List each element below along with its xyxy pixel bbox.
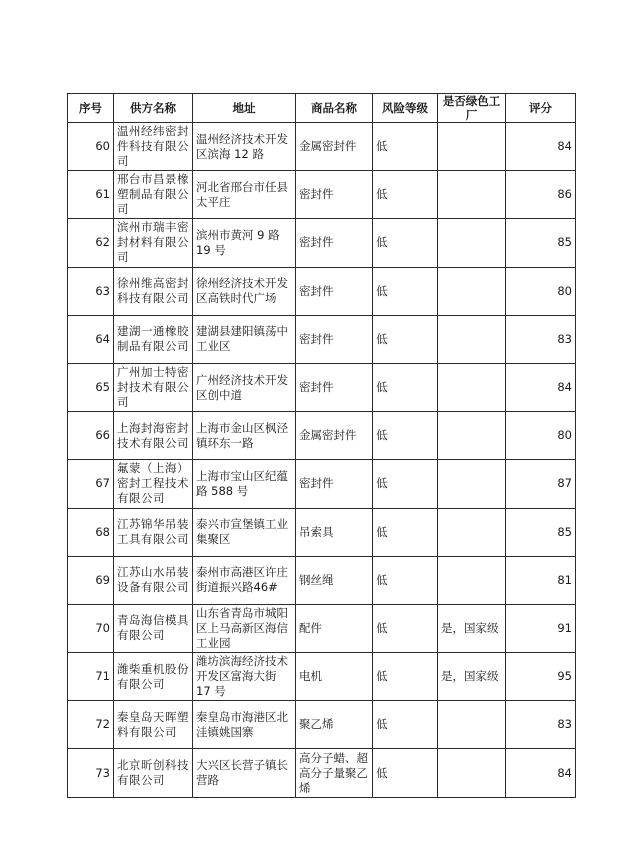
table-row [68,267,576,315]
score-cell: 86 [506,171,576,219]
supplier-name: 青岛海信模具有限公司 [114,604,193,652]
header-score: 评分 [506,94,576,123]
table-row [68,556,576,604]
address-cell: 建湖县建阳镇荡中工业区 [193,315,296,363]
product-name: 密封件 [296,219,373,267]
address-cell: 大兴区长营子镇长营路 [193,749,296,797]
table-row [68,604,576,652]
product-name: 电机 [296,653,373,701]
row-number: 62 [68,219,114,267]
product-name: 金属密封件 [296,412,373,460]
address-cell: 泰州市高港区许庄街道振兴路46# [193,556,296,604]
green-factory [438,363,506,411]
table-row [68,171,576,219]
header-no: 序号 [68,94,114,123]
table-row [68,460,576,508]
risk-level: 低 [373,460,438,508]
header-risk: 风险等级 [373,94,438,123]
row-number: 60 [68,123,114,171]
table-row [68,653,576,701]
score-cell: 83 [506,315,576,363]
score-cell: 91 [506,604,576,652]
green-factory [438,267,506,315]
table-header [68,94,576,123]
score-cell: 95 [506,653,576,701]
supplier-name: 秦皇岛天晖塑料有限公司 [114,701,193,749]
supplier-name: 徐州维高密封科技有限公司 [114,267,193,315]
supplier-name: 建湖一通橡胶制品有限公司 [114,315,193,363]
green-factory [438,701,506,749]
supplier-name: 温州经纬密封件科技有限公司 [114,123,193,171]
address-cell: 温州经济技术开发区滨海 12 路 [193,123,296,171]
table-row [68,219,576,267]
supplier-name: 江苏山水吊装设备有限公司 [114,556,193,604]
product-name: 配件 [296,604,373,652]
product-name: 密封件 [296,267,373,315]
score-cell: 81 [506,556,576,604]
risk-level: 低 [373,171,438,219]
address-cell: 徐州经济技术开发区高铁时代广场 [193,267,296,315]
row-number: 65 [68,363,114,411]
table-row [68,749,576,797]
supplier-name: 北京昕创科技有限公司 [114,749,193,797]
green-factory [438,508,506,556]
table-row [68,412,576,460]
table-row [68,363,576,411]
address-cell: 泰兴市宣堡镇工业集聚区 [193,508,296,556]
address-cell: 广州经济技术开发区创中道 [193,363,296,411]
product-name: 密封件 [296,363,373,411]
product-name: 密封件 [296,315,373,363]
supplier-name: 广州加士特密封技术有限公司 [114,363,193,411]
product-name: 钢丝绳 [296,556,373,604]
green-factory [438,219,506,267]
risk-level: 低 [373,315,438,363]
supplier-name: 潍柴重机股份有限公司 [114,653,193,701]
supplier-name: 滨州市瑞丰密封材料有限公司 [114,219,193,267]
score-cell: 83 [506,701,576,749]
risk-level: 低 [373,556,438,604]
row-number: 67 [68,460,114,508]
risk-level: 低 [373,363,438,411]
score-cell: 80 [506,267,576,315]
risk-level: 低 [373,267,438,315]
product-name: 金属密封件 [296,123,373,171]
supplier-table [67,93,576,798]
header-green-factory: 是否绿色工厂 [438,94,506,123]
header-product: 商品名称 [296,94,373,123]
table-row [68,123,576,171]
score-cell: 84 [506,123,576,171]
green-factory [438,556,506,604]
product-name: 密封件 [296,460,373,508]
row-number: 68 [68,508,114,556]
risk-level: 低 [373,749,438,797]
risk-level: 低 [373,219,438,267]
row-number: 61 [68,171,114,219]
risk-level: 低 [373,412,438,460]
score-cell: 84 [506,749,576,797]
green-factory: 是，国家级 [438,653,506,701]
product-name: 密封件 [296,171,373,219]
address-cell: 潍坊滨海经济技术开发区富海大街 17 号 [193,653,296,701]
product-name: 吊索具 [296,508,373,556]
table-body [68,123,576,798]
score-cell: 87 [506,460,576,508]
row-number: 64 [68,315,114,363]
supplier-name: 氟蒙（上海）密封工程技术有限公司 [114,460,193,508]
score-cell: 85 [506,219,576,267]
address-cell: 上海市金山区枫泾镇环东一路 [193,412,296,460]
header-address: 地址 [193,94,296,123]
score-cell: 80 [506,412,576,460]
product-name: 高分子蜡、超高分子量聚乙烯 [296,749,373,797]
row-number: 72 [68,701,114,749]
risk-level: 低 [373,508,438,556]
green-factory [438,315,506,363]
address-cell: 上海市宝山区纪蕴路 588 号 [193,460,296,508]
address-cell: 山东省青岛市城阳区上马高新区海信工业园 [193,604,296,652]
green-factory [438,171,506,219]
row-number: 71 [68,653,114,701]
risk-level: 低 [373,123,438,171]
row-number: 70 [68,604,114,652]
row-number: 69 [68,556,114,604]
table-row [68,701,576,749]
row-number: 73 [68,749,114,797]
supplier-name: 上海封海密封技术有限公司 [114,412,193,460]
score-cell: 84 [506,363,576,411]
green-factory [438,460,506,508]
address-cell: 秦皇岛市海港区北洼镇姚国寨 [193,701,296,749]
supplier-name: 江苏锦华吊装工具有限公司 [114,508,193,556]
risk-level: 低 [373,701,438,749]
risk-level: 低 [373,604,438,652]
score-cell: 85 [506,508,576,556]
row-number: 66 [68,412,114,460]
supplier-name: 邢台市昌景橡塑制品有限公司 [114,171,193,219]
product-name: 聚乙烯 [296,701,373,749]
header-supplier: 供方名称 [114,94,193,123]
green-factory [438,749,506,797]
table-row [68,315,576,363]
green-factory: 是，国家级 [438,604,506,652]
green-factory [438,123,506,171]
address-cell: 河北省邢台市任县太平庄 [193,171,296,219]
address-cell: 滨州市黄河 9 路 19 号 [193,219,296,267]
row-number: 63 [68,267,114,315]
table-row [68,508,576,556]
green-factory [438,412,506,460]
risk-level: 低 [373,653,438,701]
